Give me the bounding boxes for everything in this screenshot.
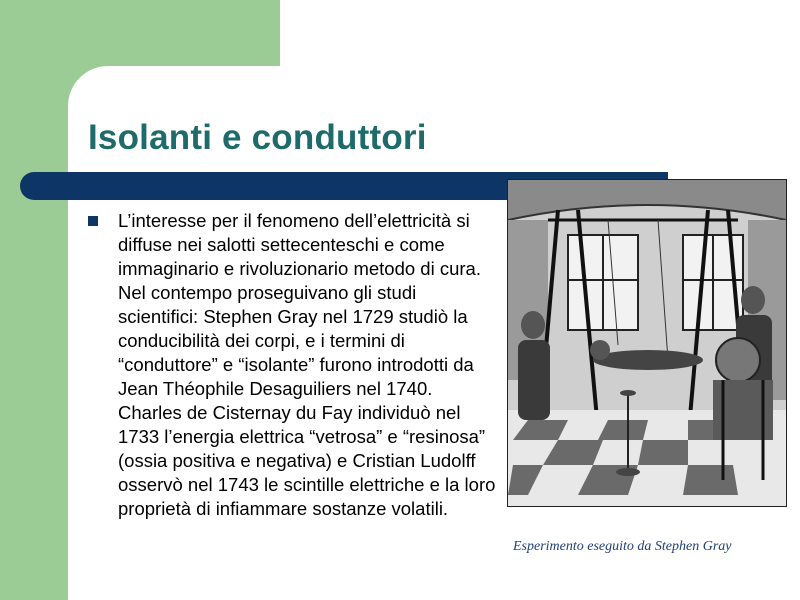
experiment-engraving [507,179,787,507]
green-accent-side [0,0,70,600]
bullet-square-icon [88,216,98,226]
image-caption: Esperimento eseguito da Stephen Gray [513,539,732,554]
body-paragraph: L’interesse per il fenomeno dell’elettricità si diffuse nei salotti settecenteschi e come immaginario e rivoluzionario metodo di cura. Nel contempo proseguivano gli studi scientifici: Stephen Gray nel 1729 studiò la conducibilità dei corpi, e i termini di “conduttore” e “isolante” furono introdotti da Jean Théophile Desaguiliers nel 1740. Charles de Cisternay du Fay individuò nel 1733 l’energia elettrica “vetrosa” e “resinosa” (ossia positiva e negativa) e Cristian Ludolff osservò nel 1743 le scintille elettriche e la loro proprietà di infiammare sostanze volatili. [118,210,496,519]
slide-title: Isolanti e conduttori [88,118,427,157]
